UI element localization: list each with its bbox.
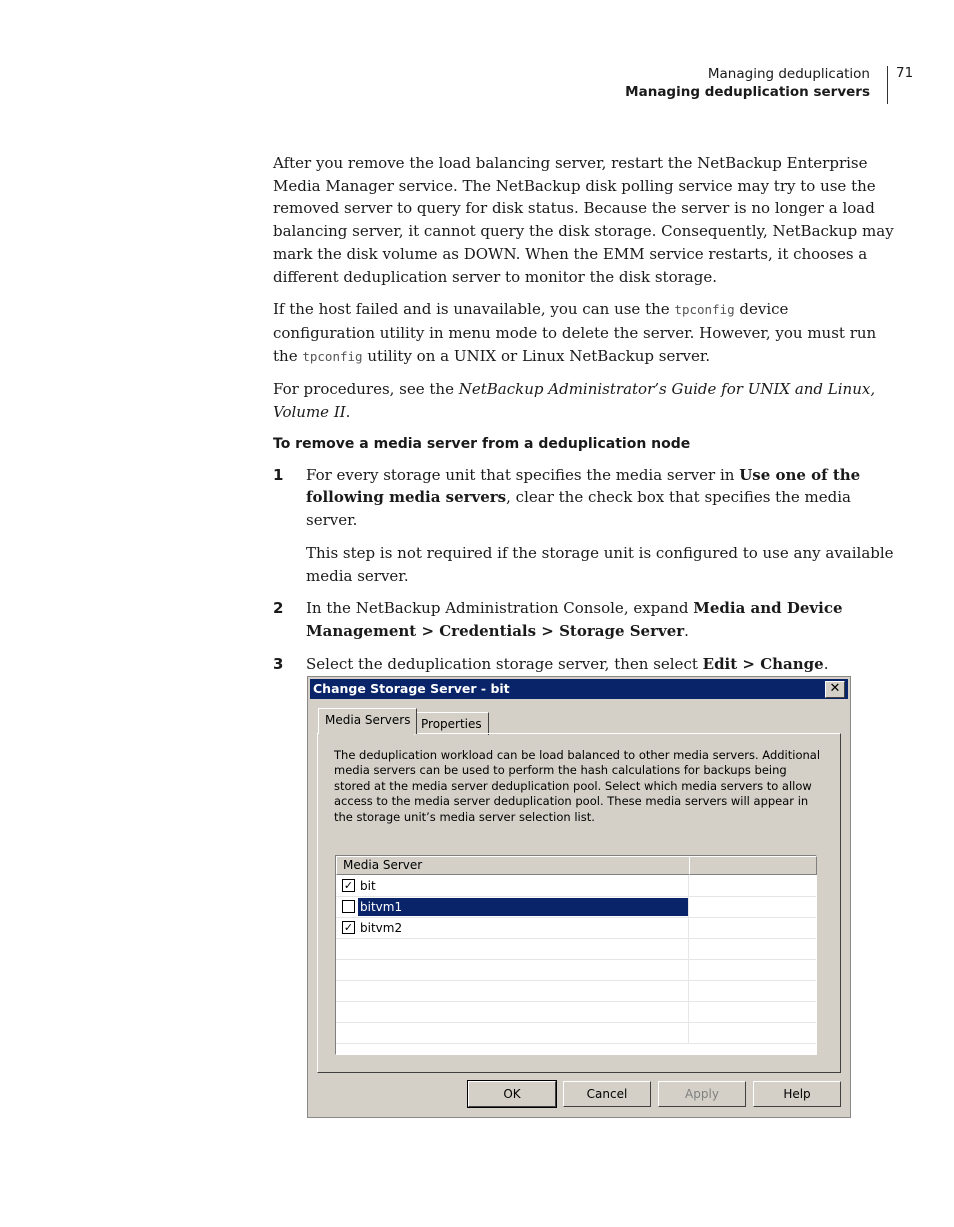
code-tpconfig: tpconfig: [302, 348, 363, 364]
paragraph-3: [273, 378, 895, 423]
dialog-title: Change Storage Server - bit: [313, 681, 510, 696]
text-span: If the host failed and is unavailable, you can use the: [273, 300, 675, 319]
section-title: Managing deduplication servers: [625, 84, 870, 100]
ui-label: Edit > Change: [702, 654, 824, 673]
step-number: 3: [273, 654, 284, 673]
step-text: [306, 653, 895, 676]
ok-button[interactable]: OK: [468, 1081, 556, 1107]
cancel-button[interactable]: Cancel: [563, 1081, 651, 1107]
chapter-title: Managing deduplication: [707, 66, 870, 82]
table-cell: [336, 1002, 689, 1022]
table-cell: [336, 876, 689, 896]
text-span: In the NetBackup Administration Console, expand: [306, 599, 694, 618]
ui-label: Use one of the following media servers: [306, 465, 861, 507]
step-text: [306, 597, 895, 642]
media-server-table: [335, 855, 817, 1055]
text-span: Select the deduplication storage server, then select: [306, 654, 703, 673]
table-row-empty: [336, 981, 816, 1002]
page-number: 71: [896, 65, 914, 81]
table-cell: [336, 960, 689, 980]
table-cell: [689, 897, 815, 917]
tab-media-servers[interactable]: Media Servers: [318, 708, 417, 734]
step-2: [273, 597, 895, 642]
dialog-description: The deduplication workload can be load balanced to other media servers. Additional media servers can be used to perform the hash calculations for backups being stored at the media server deduplication pool. Select which media servers to allow access to the media server deduplication pool. These media servers will appear in the storage unit’s media server selection list.: [334, 748, 821, 824]
text-span: .: [345, 403, 351, 422]
table-cell: [689, 876, 815, 896]
table-row-empty: [336, 1023, 816, 1044]
column-header-empty[interactable]: [689, 856, 817, 875]
step-1: [273, 464, 895, 588]
paragraph-1: After you remove the load balancing server, restart the NetBackup Enterprise Media Manager service. The NetBackup disk polling service may try to use the removed server to query for disk status. Because the server is no longer a load balancing server, it cannot query the disk storage. Consequently, NetBackup may mark the disk volume as DOWN. When the EMM service restarts, it chooses a different deduplication server to monitor the disk storage.: [273, 154, 894, 286]
server-checkbox[interactable]: [342, 900, 355, 913]
table-cell: [689, 1002, 815, 1022]
help-button[interactable]: Help: [753, 1081, 841, 1107]
server-name: bitvm2: [360, 921, 403, 935]
step-3: [273, 653, 895, 676]
step-text: [306, 464, 895, 532]
server-name: bitvm1: [358, 898, 688, 916]
code-tpconfig: tpconfig: [674, 302, 735, 318]
table-row-empty: [336, 939, 816, 960]
step-number: 1: [273, 465, 284, 484]
server-name: bit: [360, 879, 376, 893]
body-text: [273, 152, 895, 685]
table-row-empty: [336, 1002, 816, 1023]
text-span: For procedures, see the: [273, 380, 459, 399]
close-icon[interactable]: ✕: [825, 681, 845, 698]
text-span: .: [684, 621, 689, 640]
table-cell: [336, 918, 689, 938]
table-cell: [689, 981, 815, 1001]
table-header: [336, 856, 816, 875]
table-cell: [336, 897, 689, 917]
table-row-empty: [336, 960, 816, 981]
running-header: [625, 65, 878, 101]
table-row[interactable]: [336, 918, 816, 939]
change-storage-server-dialog: [307, 676, 851, 1118]
table-cell: [689, 918, 815, 938]
table-cell: [689, 939, 815, 959]
header-divider: [887, 66, 888, 104]
apply-button[interactable]: Apply: [658, 1081, 746, 1107]
column-header-media-server[interactable]: Media Server: [336, 856, 690, 875]
table-cell: [336, 1023, 689, 1043]
paragraph-2: [273, 298, 895, 368]
server-checkbox[interactable]: ✓: [343, 879, 354, 892]
text-span: utility on a UNIX or Linux NetBackup server.: [362, 346, 711, 365]
dialog-titlebar[interactable]: [310, 679, 848, 699]
text-span: device configuration utility in menu mode to delete the server. However, you must run the: [273, 300, 877, 365]
table-cell: [689, 960, 815, 980]
tab-panel: [317, 733, 841, 1073]
step-number: 2: [273, 599, 284, 618]
table-cell: [336, 981, 689, 1001]
server-checkbox[interactable]: ✓: [343, 921, 354, 934]
text-span: .: [823, 654, 829, 673]
step-note: This step is not required if the storage unit is configured to use any available media server.: [306, 543, 894, 585]
text-span: , clear the check box that specifies the media server.: [306, 488, 851, 530]
procedure-title: To remove a media server from a deduplication node: [273, 435, 691, 452]
table-row[interactable]: [336, 876, 816, 897]
table-cell: [336, 939, 689, 959]
text-span: For every storage unit that specifies the media server in: [306, 465, 740, 484]
ui-label: Media and Device Management > Credentials > Storage Server: [306, 599, 843, 640]
table-row-selected[interactable]: [336, 897, 816, 918]
table-cell: [689, 1023, 815, 1043]
guide-title: NetBackup Administrator’s Guide for UNIX and Linux, Volume II: [273, 380, 876, 422]
tab-properties[interactable]: Properties: [414, 712, 489, 735]
